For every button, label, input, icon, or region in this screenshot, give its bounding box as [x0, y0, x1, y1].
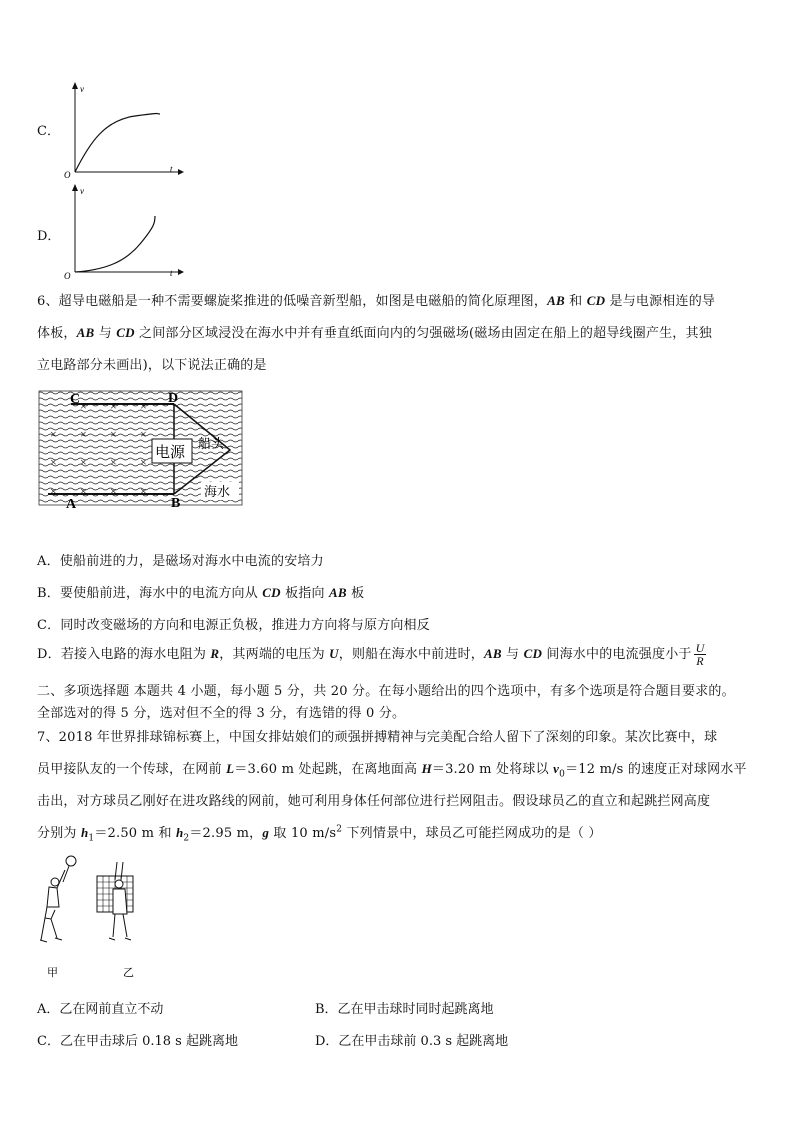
player-jia	[40, 856, 76, 942]
q6-option-d[interactable]: D．若接入电路的海水电阻为 R，其两端的电压为 U，则船在海水中前进时，AB 与 CD 间海水中的电流强度小于 $\frac{U}{R}$	[37, 641, 705, 668]
label-yi: 乙	[123, 967, 134, 979]
graph-c-t-arrow	[178, 169, 184, 175]
field-cross: ×	[80, 484, 87, 498]
graph-c-v-arrow	[72, 82, 78, 89]
q6-line-1: 6、超导电磁船是一种不需要螺旋桨推进的低噪音新型船，如图是电磁船的简化原理图，AB 和 CD 是与电源相连的导	[37, 293, 716, 309]
label-a: A	[66, 497, 77, 508]
graph-d-t-label: t	[170, 268, 173, 278]
field-cross: ×	[110, 484, 117, 498]
q7-option-d[interactable]: D．乙在甲击球前 0.3 s 起跳离地	[315, 1034, 509, 1049]
option-c-label: C．	[37, 124, 60, 139]
q6-option-a[interactable]: A．使船前进的力，是磁场对海水中电流的安培力	[37, 554, 324, 569]
field-cross: ×	[80, 399, 87, 413]
q6-line-3: 立电路部分未画出)，以下说法正确的是	[37, 358, 267, 373]
graph-d-origin: O	[64, 271, 71, 279]
graph-c	[60, 82, 185, 180]
q6-figure	[38, 390, 244, 508]
q6-option-c[interactable]: C．同时改变磁场的方向和电源正负极，推进力方向将与原方向相反	[37, 618, 430, 633]
field-cross: ×	[140, 455, 147, 469]
graph-d-v-arrow	[72, 184, 78, 191]
label-jia: 甲	[47, 967, 58, 979]
field-cross: ×	[80, 455, 87, 469]
graph-d	[60, 184, 185, 279]
volleyball	[66, 856, 76, 866]
q7-line-4: 分别为 $h_1=2.50$ m 和 $h_2=2.95$ m，g 取 10 $m/s^2$ 下列情景中，球员乙可能拦网成功的是（ ）	[37, 824, 602, 844]
graph-d-v-label: v	[80, 186, 84, 196]
ship-label: 船头	[198, 436, 225, 451]
field-cross: ×	[50, 455, 57, 469]
q7-line-2: 员甲接队友的一个传球，在网前 L＝3.60 m 处起跳，在离地面高 H＝3.20 m 处将球以 $v_0=12$ m/s 的速度正对球网水平	[37, 761, 747, 780]
sea-label: 海水	[204, 484, 231, 499]
q7-option-a[interactable]: A．乙在网前直立不动	[37, 1002, 164, 1017]
graph-d-t-arrow	[178, 269, 184, 275]
field-cross: ×	[50, 427, 57, 441]
graph-c-t-label: t	[170, 164, 173, 174]
field-cross: ×	[110, 427, 117, 441]
label-b: B	[171, 496, 181, 508]
q6-option-b[interactable]: B．要使船前进，海水中的电流方向从 CD 板指向 AB 板	[37, 585, 365, 601]
field-cross: ×	[50, 484, 57, 498]
fraction-u-over-r: $\frac{U}{R}$	[695, 641, 705, 668]
field-cross: ×	[140, 427, 147, 441]
field-cross: ×	[110, 399, 117, 413]
player-yi	[109, 862, 131, 940]
field-cross: ×	[80, 427, 87, 441]
label-d: D	[168, 391, 179, 406]
volleyball-figure	[35, 852, 155, 982]
q7-line-1: 7、2018 年世界排球锦标赛上，中国女排姑娘们的顽强拼搏精神与完美配合给人留下了深刻的印象。某次比赛中，球	[37, 730, 718, 745]
graph-d-curve	[75, 216, 155, 272]
field-cross: ×	[140, 484, 147, 498]
field-cross: ×	[140, 399, 147, 413]
graph-c-origin: O	[64, 170, 71, 180]
field-cross: ×	[110, 455, 117, 469]
power-source-label: 电源	[155, 445, 186, 461]
section-2-line-2: 全部选对的得 5 分，选对但不全的得 3 分，有选错的得 0 分。	[37, 706, 406, 721]
q6-line-2: 体板，AB 与 CD 之间部分区域浸没在海水中并有垂直纸面向内的匀强磁场(磁场由固定在船上的超导线圈产生，其独	[37, 325, 712, 341]
graph-c-v-label: v	[80, 84, 84, 94]
q7-line-3: 击出，对方球员乙刚好在进攻路线的网前，她可利用身体任何部位进行拦网阻击。假设球员乙的直立和起跳拦网高度	[37, 794, 711, 809]
graph-c-curve	[75, 114, 160, 173]
label-c: C	[70, 392, 81, 407]
section-2-line-1: 二、多项选择题 本题共 4 小题，每小题 5 分，共 20 分。在每小题给出的四个选项中，有多个选项是符合题目要求的。	[37, 684, 735, 699]
q7-option-b[interactable]: B．乙在甲击球时同时起跳离地	[315, 1002, 494, 1017]
option-d-label: D．	[37, 229, 61, 244]
q7-option-c[interactable]: C．乙在甲击球后 0.18 s 起跳离地	[37, 1034, 238, 1049]
